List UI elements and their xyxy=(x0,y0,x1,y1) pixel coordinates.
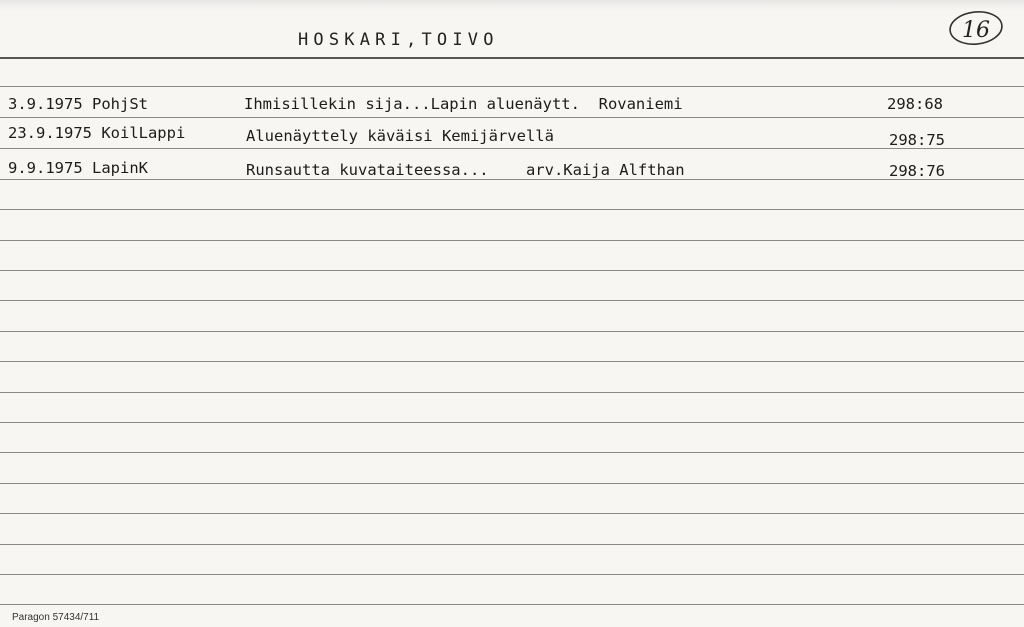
rule-line xyxy=(0,270,1024,271)
rule-line xyxy=(0,574,1024,575)
entry-title: Runsautta kuvataiteessa... arv.Kaija Alfthan xyxy=(246,161,685,179)
header-rule xyxy=(0,57,1024,59)
rule-line xyxy=(0,331,1024,332)
card-print-code: Paragon 57434/711 xyxy=(12,612,100,623)
rule-line xyxy=(0,179,1024,180)
rule-line xyxy=(0,392,1024,393)
rule-line xyxy=(0,148,1024,149)
entry-reference: 298:75 xyxy=(889,131,945,149)
card-heading-name: HOSKARI,TOIVO xyxy=(298,30,499,50)
rule-line xyxy=(0,452,1024,453)
rule-line xyxy=(0,117,1024,118)
entry-date-source: 3.9.1975 PohjSt xyxy=(8,95,148,113)
rule-line xyxy=(0,361,1024,362)
rule-line xyxy=(0,300,1024,301)
entry-title: Aluenäyttely käväisi Kemijärvellä xyxy=(246,127,554,145)
rule-line xyxy=(0,86,1024,87)
entry-reference: 298:76 xyxy=(889,162,945,180)
rule-line xyxy=(0,240,1024,241)
rule-line xyxy=(0,544,1024,545)
rule-line xyxy=(0,483,1024,484)
top-edge-smudge xyxy=(0,0,1024,10)
entry-date-source: 9.9.1975 LapinK xyxy=(8,159,148,177)
card-number-circled xyxy=(946,8,1006,48)
rule-line xyxy=(0,604,1024,605)
entry-date-source: 23.9.1975 KoilLappi xyxy=(8,124,186,142)
card-number-text: 16 xyxy=(962,18,990,43)
rule-line xyxy=(0,422,1024,423)
entry-reference: 298:68 xyxy=(887,95,943,113)
rule-line xyxy=(0,513,1024,514)
circled-number-icon xyxy=(946,8,1006,48)
entry-title: Ihmisillekin sija...Lapin aluenäytt. Rovaniemi xyxy=(244,95,683,113)
rule-line xyxy=(0,209,1024,210)
